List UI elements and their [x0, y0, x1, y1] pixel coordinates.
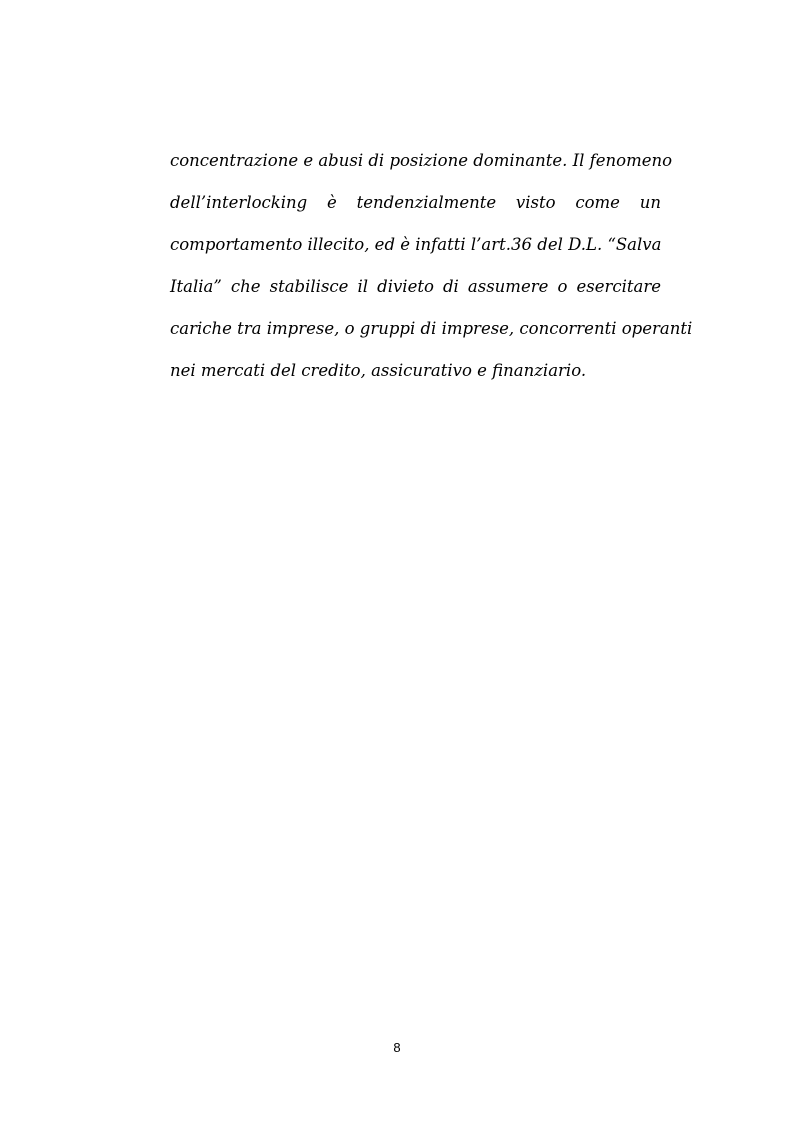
page-number: 8 — [393, 1040, 401, 1055]
paragraph-line: nei mercati del credito, assicurativo e finanziario. — [170, 361, 587, 380]
paragraph — [170, 140, 693, 392]
paragraph-line: comportamento illecito, ed è infatti l’art.36 del D.L. “Salva — [170, 235, 662, 254]
paragraph-line: Italia” che stabilisce il divieto di assumere o esercitare — [170, 277, 661, 296]
paragraph-line: concentrazione e abusi di posizione dominante. Il fenomeno — [170, 151, 673, 170]
paragraph-line: dell’interlocking è tendenzialmente visto come un — [170, 193, 661, 212]
paragraph-line: cariche tra imprese, o gruppi di imprese, concorrenti operanti — [170, 319, 693, 338]
